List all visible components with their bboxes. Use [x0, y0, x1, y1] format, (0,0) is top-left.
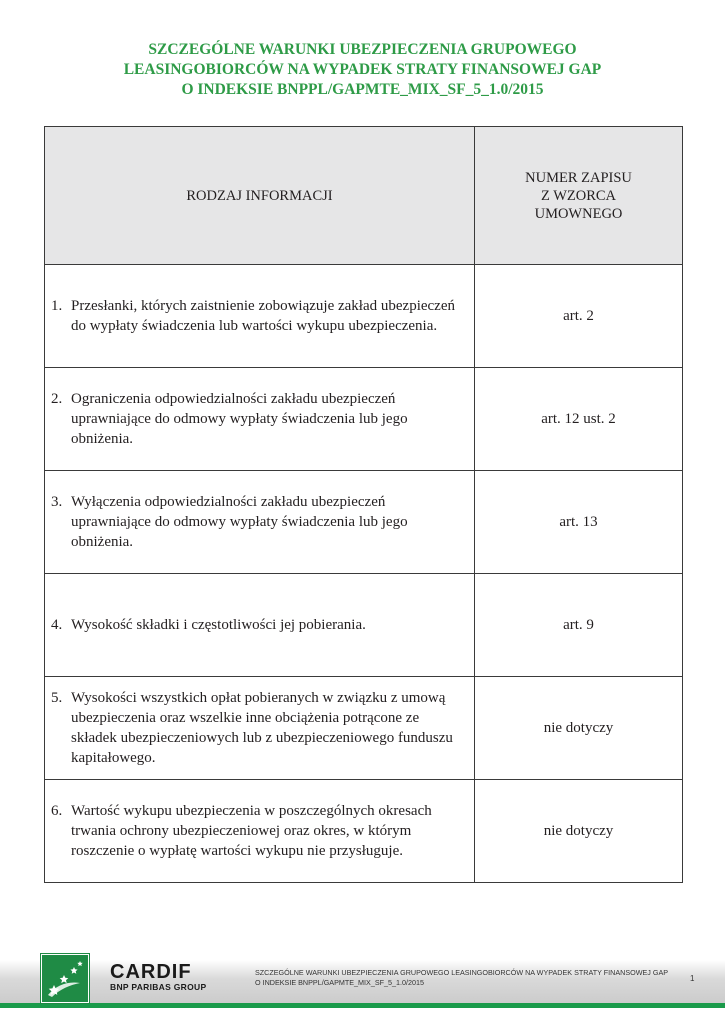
header-record-number [475, 127, 683, 265]
bnp-stars-icon [42, 955, 88, 1002]
header-record-number-line-2: Z WZORCA [540, 187, 617, 204]
row-number: 4. [51, 617, 63, 633]
row-number: 3. [51, 494, 63, 510]
information-table [44, 126, 683, 883]
table-row [45, 574, 683, 677]
row-reference: nie dotyczy [475, 677, 683, 780]
brand-name: CARDIF [110, 961, 192, 983]
row-description [45, 780, 475, 883]
table-row [45, 471, 683, 574]
table-row [45, 677, 683, 780]
table-row [45, 780, 683, 883]
footer-document-title [255, 968, 685, 988]
brand-group: BNP PARIBAS GROUP [110, 982, 207, 992]
document-title [0, 40, 725, 100]
row-reference: nie dotyczy [475, 780, 683, 883]
row-description [45, 368, 475, 471]
header-record-number-line-1: NUMER ZAPISU [525, 169, 632, 186]
row-text: Wysokość składki i częstotliwości jej pobierania. [71, 617, 366, 633]
row-reference: art. 12 ust. 2 [475, 368, 683, 471]
footer-text-line-2: O INDEKSIE BNPPL/GAPMTE_MIX_SF_5_1.0/2015 [255, 978, 424, 987]
row-number: 2. [51, 391, 63, 407]
row-description [45, 265, 475, 368]
brand-block [110, 962, 206, 993]
table-row [45, 368, 683, 471]
row-text: Wartość wykupu ubezpieczenia w poszczególnych okresach trwania ochrony ubezpieczeniowej oraz okres, w którym roszczenie o wypłatę wartości wykupu nie przysługuje. [71, 803, 432, 859]
row-number: 6. [51, 803, 63, 819]
row-text: Przesłanki, których zaistnienie zobowiązuje zakład ubezpieczeń do wypłaty świadczenia lub wartości wykupu ubezpieczenia. [71, 298, 455, 334]
row-number: 1. [51, 298, 63, 314]
row-description [45, 471, 475, 574]
row-description [45, 574, 475, 677]
title-line-3: O INDEKSIE BNPPL/GAPMTE_MIX_SF_5_1.0/2015 [181, 81, 544, 98]
cardif-logo [41, 954, 89, 1003]
row-reference: art. 13 [475, 471, 683, 574]
header-information-type: RODZAJ INFORMACJI [45, 127, 475, 265]
footer-text-line-1: SZCZEGÓLNE WARUNKI UBEZPIECZENIA GRUPOWEGO LEASINGOBIORCÓW NA WYPADEK STRATY FINANSOWEJ GAP [255, 968, 669, 977]
footer-accent-line [0, 1003, 725, 1008]
row-text: Wysokości wszystkich opłat pobieranych w związku z umową ubezpieczenia oraz wszelkie inne obciążenia potrącone ze składek ubezpieczeniowych lub z ubezpieczeniowego funduszu kapitałowego. [71, 690, 453, 766]
row-text: Wyłączenia odpowiedzialności zakładu ubezpieczeń uprawniające do odmowy wypłaty świadczenia lub jego obniżenia. [71, 494, 408, 550]
title-line-1: SZCZEGÓLNE WARUNKI UBEZPIECZENIA GRUPOWEGO [148, 41, 577, 58]
row-number: 5. [51, 690, 63, 706]
row-description [45, 677, 475, 780]
row-reference: art. 2 [475, 265, 683, 368]
row-text: Ograniczenia odpowiedzialności zakładu ubezpieczeń uprawniające do odmowy wypłaty świadczenia lub jego obniżenia. [71, 391, 408, 447]
table-row [45, 265, 683, 368]
table-header-row [45, 127, 683, 265]
header-record-number-line-3: UMOWNEGO [534, 205, 623, 222]
page-number: 1 [690, 974, 695, 983]
row-reference: art. 9 [475, 574, 683, 677]
title-line-2: LEASINGOBIORCÓW NA WYPADEK STRATY FINANSOWEJ GAP [123, 61, 602, 78]
